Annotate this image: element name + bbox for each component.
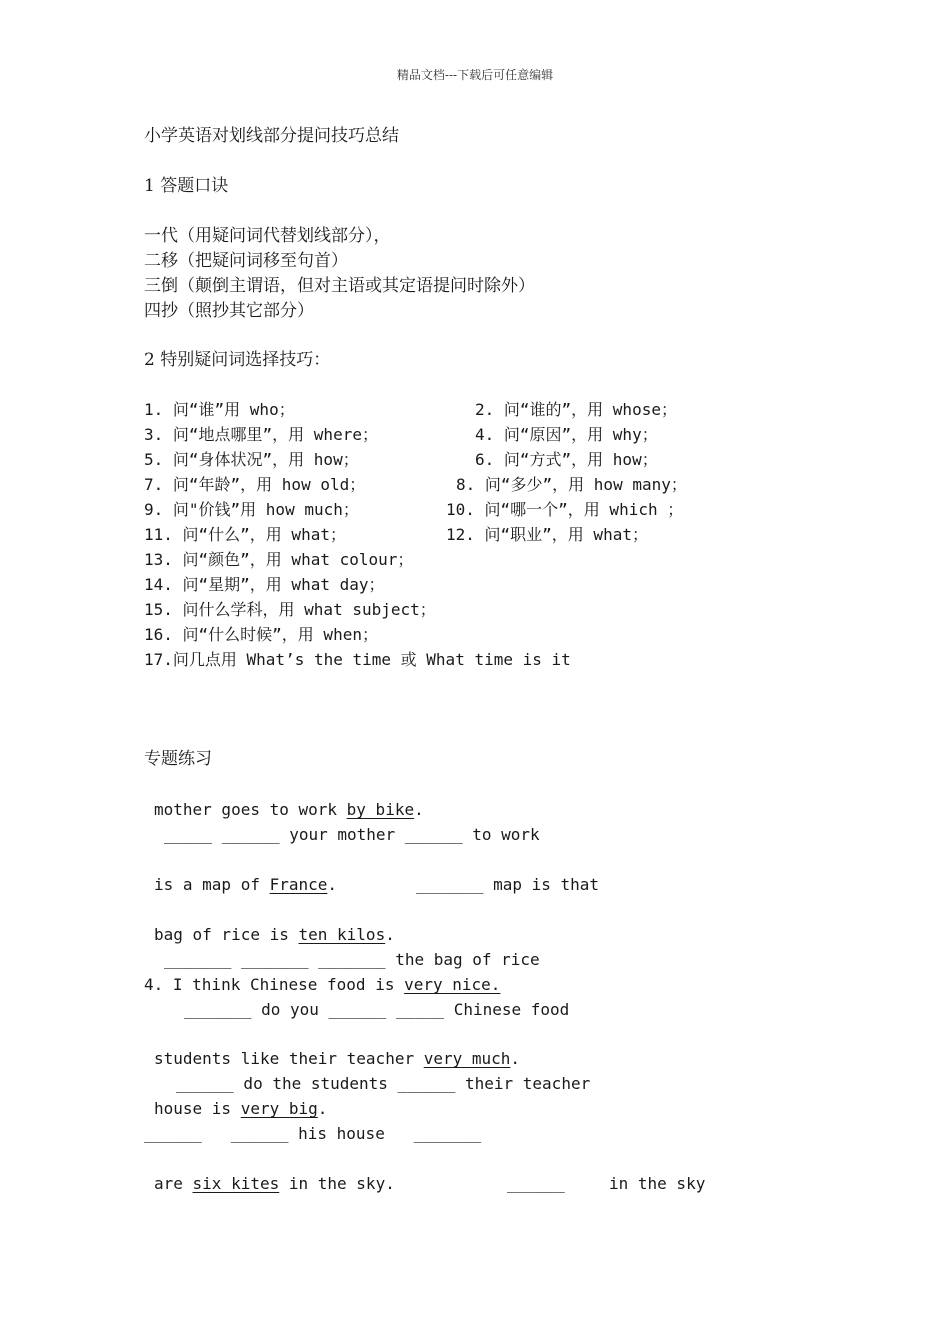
tip-item: 7. 问“年龄”，用 how old； xyxy=(144,475,366,494)
tip-item: 14. 问“星期”，用 what day； xyxy=(144,575,385,594)
exercise-sentence: bag of rice is ten kilos. xyxy=(154,925,395,944)
exercise-question: _______ do you ______ _____ Chinese food xyxy=(184,1000,570,1019)
tip-item: 1. 问“谁”用 who； xyxy=(144,400,295,419)
exercise-blank: ______ xyxy=(507,1174,565,1193)
section1-heading: 1 答题口诀 xyxy=(144,176,229,196)
exercise-question: _______ map is that xyxy=(416,875,600,894)
tip-item: 3. 问“地点哪里”，用 where； xyxy=(144,425,378,444)
tip-item: 12. 问“职业”，用 what； xyxy=(446,525,648,544)
section2-heading: 2 特别疑问词选择技巧： xyxy=(144,350,331,370)
tip-item: 10. 问“哪一个”，用 which ； xyxy=(446,500,684,519)
page-header: 精品文档---下载后可任意编辑 xyxy=(396,68,554,82)
tip-item: 2. 问“谁的”，用 whose； xyxy=(475,400,677,419)
exercise-sentence: 4. I think Chinese food is very nice. xyxy=(144,975,501,994)
practice-heading: 专题练习 xyxy=(144,749,212,769)
exercise-sentence: are six kites in the sky. xyxy=(154,1174,395,1193)
tip-item: 15. 问什么学科，用 what subject； xyxy=(144,600,436,619)
doc-title: 小学英语对划线部分提问技巧总结 xyxy=(144,126,399,146)
exercise-question: ______ ______ his house _______ xyxy=(144,1124,482,1143)
rule-line: 四抄（照抄其它部分） xyxy=(144,301,314,321)
rule-line: 三倒（颠倒主谓语，但对主语或其定语提问时除外） xyxy=(144,276,535,296)
tip-item: 5. 问“身体状况”，用 how； xyxy=(144,450,359,469)
rule-line: 一代（用疑问词代替划线部分）， xyxy=(144,226,391,246)
exercise-sentence: house is very big. xyxy=(154,1099,328,1118)
tip-item: 13. 问“颜色”，用 what colour； xyxy=(144,550,414,569)
exercise-question: in the sky xyxy=(609,1174,706,1193)
tip-item: 9. 问"价钱”用 how much； xyxy=(144,500,359,519)
rule-line: 二移（把疑问词移至句首） xyxy=(144,251,348,271)
exercise-sentence: students like their teacher very much. xyxy=(154,1049,521,1068)
exercise-question: ______ do the students ______ their teacher xyxy=(176,1074,591,1093)
exercise-sentence: is a map of France. xyxy=(154,875,338,894)
exercise-sentence: mother goes to work by bike. xyxy=(154,800,424,819)
tip-item: 6. 问“方式”，用 how； xyxy=(475,450,658,469)
tip-item: 11. 问“什么”，用 what； xyxy=(144,525,346,544)
tip-item: 8. 问“多少”，用 how many； xyxy=(456,475,687,494)
exercise-question: _____ ______ your mother ______ to work xyxy=(164,825,540,844)
tip-item: 16. 问“什么时候”，用 when； xyxy=(144,625,378,644)
exercise-question: _______ _______ _______ the bag of rice xyxy=(164,950,540,969)
tip-item: 4. 问“原因”，用 why； xyxy=(475,425,658,444)
tip-item: 17.问几点用 What’s the time 或 What time is it xyxy=(144,650,571,669)
